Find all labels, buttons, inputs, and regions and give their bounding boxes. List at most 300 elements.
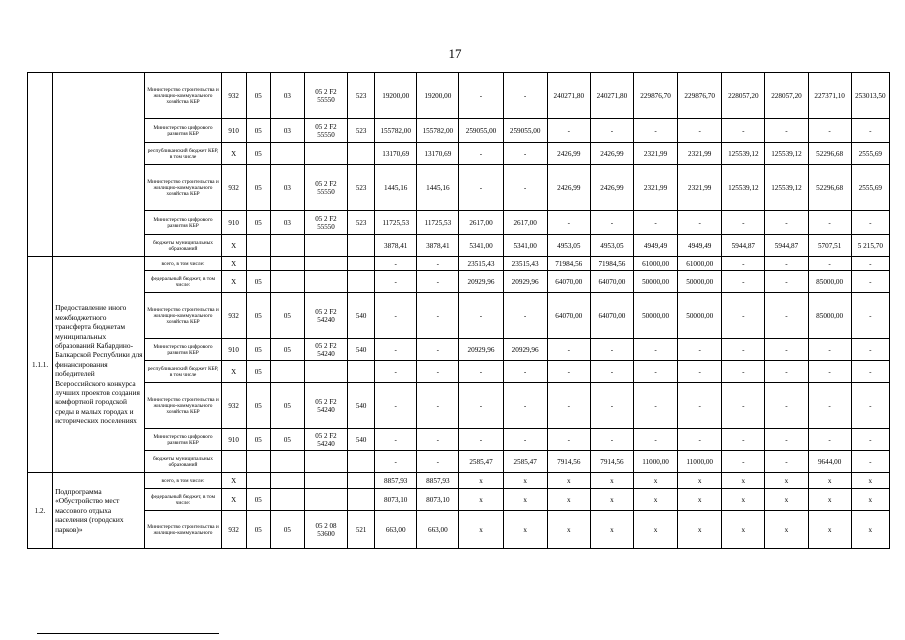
- amount-cell: 52296,68: [808, 165, 851, 211]
- amount-cell: -: [851, 339, 889, 361]
- amount-cell: -: [765, 339, 808, 361]
- amount-cell: 125539,12: [722, 143, 765, 165]
- amount-cell: 7914,56: [590, 451, 633, 473]
- amount-cell: 71984,56: [547, 257, 590, 271]
- table-row: [28, 143, 890, 165]
- amount-cell: x: [633, 511, 677, 549]
- payer-name: Министерство цифрового развития КБР: [145, 211, 221, 235]
- amount-cell: 20929,96: [503, 271, 547, 293]
- expense-type-code: [348, 489, 375, 511]
- amount-cell: 4953,05: [547, 235, 590, 257]
- subsection-code: [270, 361, 304, 383]
- amount-cell: 3878,41: [375, 235, 417, 257]
- amount-cell: -: [547, 211, 590, 235]
- expense-type-code: 540: [348, 429, 375, 451]
- table-row: [28, 361, 890, 383]
- amount-cell: x: [590, 511, 633, 549]
- section-code: [246, 257, 270, 271]
- subsection-code: 03: [270, 211, 304, 235]
- amount-cell: 8857,93: [417, 473, 459, 489]
- amount-cell: 3878,41: [417, 235, 459, 257]
- section-code: 05: [246, 211, 270, 235]
- amount-cell: x: [808, 473, 851, 489]
- payer-name: бюджеты муниципальных образований: [145, 235, 221, 257]
- expense-type-code: 540: [348, 339, 375, 361]
- target-article-code: 05 2 F2 54240: [304, 429, 347, 451]
- amount-cell: -: [375, 257, 417, 271]
- payer-name: федеральный бюджет, в том числе:: [145, 489, 221, 511]
- payer-name: Министерство строительства и жилищно-коммунального хозяйства КБР: [145, 73, 221, 119]
- amount-cell: 2426,99: [590, 143, 633, 165]
- amount-cell: x: [722, 473, 765, 489]
- subsection-code: 05: [270, 383, 304, 429]
- amount-cell: x: [633, 489, 677, 511]
- amount-cell: 11725,53: [375, 211, 417, 235]
- payer-name: республиканский бюджет КБР, в том числе: [145, 143, 221, 165]
- amount-cell: 155782,00: [417, 119, 459, 143]
- section-code: 05: [246, 271, 270, 293]
- amount-cell: -: [722, 451, 765, 473]
- section-code: [246, 473, 270, 489]
- target-article-code: [304, 235, 347, 257]
- grbs-code: 932: [221, 293, 246, 339]
- section-code: 05: [246, 293, 270, 339]
- amount-cell: 5341,00: [459, 235, 503, 257]
- amount-cell: 2426,99: [547, 143, 590, 165]
- amount-cell: -: [503, 361, 547, 383]
- amount-cell: x: [503, 489, 547, 511]
- page-number: 17: [448, 46, 462, 61]
- expense-type-code: 523: [348, 119, 375, 143]
- table-row: [28, 383, 890, 429]
- expense-type-code: [348, 235, 375, 257]
- amount-cell: -: [459, 73, 503, 119]
- amount-cell: 64070,00: [590, 293, 633, 339]
- grbs-code: 932: [221, 165, 246, 211]
- amount-cell: -: [547, 383, 590, 429]
- amount-cell: 52296,68: [808, 143, 851, 165]
- section-code: 05: [246, 489, 270, 511]
- amount-cell: -: [417, 429, 459, 451]
- amount-cell: -: [375, 429, 417, 451]
- amount-cell: -: [375, 339, 417, 361]
- amount-cell: -: [851, 271, 889, 293]
- expense-type-code: 523: [348, 73, 375, 119]
- payer-name: Министерство строительства и жилищно-коммунального хозяйства КБР: [145, 293, 221, 339]
- grbs-code: X: [221, 271, 246, 293]
- amount-cell: 85000,00: [808, 293, 851, 339]
- table-row: [28, 451, 890, 473]
- grbs-code: 910: [221, 339, 246, 361]
- amount-cell: x: [633, 473, 677, 489]
- target-article-code: 05 2 F2 55550: [304, 73, 347, 119]
- amount-cell: -: [765, 293, 808, 339]
- amount-cell: -: [678, 383, 722, 429]
- amount-cell: 2321,99: [678, 165, 722, 211]
- amount-cell: 8073,10: [417, 489, 459, 511]
- amount-cell: 125539,12: [765, 165, 808, 211]
- grbs-code: X: [221, 143, 246, 165]
- expense-type-code: [348, 451, 375, 473]
- amount-cell: 64070,00: [590, 271, 633, 293]
- amount-cell: -: [851, 429, 889, 451]
- grbs-code: 932: [221, 73, 246, 119]
- expense-type-code: 523: [348, 211, 375, 235]
- amount-cell: -: [765, 361, 808, 383]
- amount-cell: -: [765, 119, 808, 143]
- amount-cell: -: [765, 429, 808, 451]
- amount-cell: 2426,99: [547, 165, 590, 211]
- subsection-code: 03: [270, 119, 304, 143]
- amount-cell: -: [851, 361, 889, 383]
- table-row: [28, 293, 890, 339]
- payer-name: Министерство цифрового развития КБР: [145, 119, 221, 143]
- amount-cell: x: [678, 511, 722, 549]
- amount-cell: -: [590, 361, 633, 383]
- table-row: [28, 73, 890, 119]
- amount-cell: -: [808, 361, 851, 383]
- item-number: 1.2.: [28, 473, 53, 549]
- target-article-code: [304, 271, 347, 293]
- amount-cell: x: [459, 489, 503, 511]
- subsection-code: [270, 143, 304, 165]
- amount-cell: 11000,00: [678, 451, 722, 473]
- item-number: [28, 73, 53, 257]
- table-row: [28, 165, 890, 211]
- payer-name: Министерство строительства и жилищно-коммунального: [145, 511, 221, 549]
- amount-cell: -: [722, 339, 765, 361]
- amount-cell: -: [808, 119, 851, 143]
- payer-name: Министерство цифрового развития КБР: [145, 429, 221, 451]
- amount-cell: -: [851, 211, 889, 235]
- amount-cell: x: [851, 473, 889, 489]
- amount-cell: -: [851, 257, 889, 271]
- amount-cell: 1445,16: [375, 165, 417, 211]
- amount-cell: 9644,00: [808, 451, 851, 473]
- amount-cell: -: [417, 383, 459, 429]
- subsection-code: [270, 235, 304, 257]
- section-code: 05: [246, 339, 270, 361]
- amount-cell: x: [765, 473, 808, 489]
- amount-cell: -: [590, 383, 633, 429]
- amount-cell: 4949,49: [633, 235, 677, 257]
- amount-cell: x: [808, 511, 851, 549]
- amount-cell: 2555,69: [851, 165, 889, 211]
- target-article-code: [304, 361, 347, 383]
- amount-cell: 5 215,70: [851, 235, 889, 257]
- amount-cell: x: [459, 473, 503, 489]
- amount-cell: -: [851, 451, 889, 473]
- section-code: 05: [246, 383, 270, 429]
- amount-cell: -: [503, 383, 547, 429]
- amount-cell: -: [765, 383, 808, 429]
- table-row: [28, 429, 890, 451]
- amount-cell: 229876,70: [633, 73, 677, 119]
- grbs-code: 910: [221, 211, 246, 235]
- payer-name: Министерство цифрового развития КБР: [145, 339, 221, 361]
- amount-cell: -: [633, 429, 677, 451]
- amount-cell: -: [590, 339, 633, 361]
- amount-cell: 2321,99: [678, 143, 722, 165]
- amount-cell: -: [722, 211, 765, 235]
- amount-cell: -: [633, 211, 677, 235]
- amount-cell: 125539,12: [765, 143, 808, 165]
- subsection-code: 03: [270, 165, 304, 211]
- amount-cell: 5341,00: [503, 235, 547, 257]
- item-title: Предоставление иного межбюджетного трансферта бюджетам муниципальных образований Кабардино-Балкарской Республики для финансирования победителей Всероссийского конкурса лучших проектов создания комфортной городской среды в малых городах и исторических поселениях: [53, 257, 145, 473]
- amount-cell: 259055,00: [503, 119, 547, 143]
- amount-cell: x: [503, 473, 547, 489]
- amount-cell: 50000,00: [678, 293, 722, 339]
- expense-type-code: 540: [348, 293, 375, 339]
- amount-cell: -: [417, 361, 459, 383]
- subsection-code: 05: [270, 429, 304, 451]
- amount-cell: 155782,00: [375, 119, 417, 143]
- table-row: [28, 511, 890, 549]
- amount-cell: 5944,87: [722, 235, 765, 257]
- amount-cell: -: [808, 429, 851, 451]
- amount-cell: 2426,99: [590, 165, 633, 211]
- payer-name: Министерство строительства и жилищно-коммунального хозяйства КБР: [145, 165, 221, 211]
- amount-cell: x: [678, 489, 722, 511]
- amount-cell: 2321,99: [633, 165, 677, 211]
- amount-cell: -: [722, 271, 765, 293]
- expense-type-code: [348, 361, 375, 383]
- amount-cell: 4953,05: [590, 235, 633, 257]
- amount-cell: -: [503, 143, 547, 165]
- amount-cell: -: [808, 383, 851, 429]
- amount-cell: -: [851, 293, 889, 339]
- amount-cell: -: [808, 257, 851, 271]
- amount-cell: -: [765, 451, 808, 473]
- section-code: 05: [246, 165, 270, 211]
- footnote-separator: [37, 633, 219, 634]
- payer-name: республиканский бюджет КБР, в том числе: [145, 361, 221, 383]
- subsection-code: [270, 271, 304, 293]
- amount-cell: -: [633, 383, 677, 429]
- grbs-code: X: [221, 361, 246, 383]
- amount-cell: 50000,00: [678, 271, 722, 293]
- section-code: 05: [246, 361, 270, 383]
- amount-cell: 19200,00: [417, 73, 459, 119]
- amount-cell: -: [678, 119, 722, 143]
- amount-cell: 253013,50: [851, 73, 889, 119]
- amount-cell: 64070,00: [547, 271, 590, 293]
- amount-cell: -: [417, 257, 459, 271]
- amount-cell: 7914,56: [547, 451, 590, 473]
- amount-cell: x: [590, 473, 633, 489]
- amount-cell: x: [722, 511, 765, 549]
- grbs-code: 932: [221, 383, 246, 429]
- amount-cell: 13170,69: [375, 143, 417, 165]
- subsection-code: [270, 489, 304, 511]
- grbs-code: X: [221, 489, 246, 511]
- amount-cell: x: [459, 511, 503, 549]
- subsection-code: 05: [270, 511, 304, 549]
- amount-cell: 2617,00: [503, 211, 547, 235]
- amount-cell: 61000,00: [633, 257, 677, 271]
- amount-cell: 663,00: [417, 511, 459, 549]
- amount-cell: 240271,80: [590, 73, 633, 119]
- target-article-code: 05 2 F2 55550: [304, 165, 347, 211]
- amount-cell: -: [808, 211, 851, 235]
- amount-cell: -: [722, 257, 765, 271]
- amount-cell: -: [459, 383, 503, 429]
- amount-cell: 2321,99: [633, 143, 677, 165]
- amount-cell: -: [678, 339, 722, 361]
- amount-cell: 8857,93: [375, 473, 417, 489]
- amount-cell: -: [547, 429, 590, 451]
- section-code: 05: [246, 429, 270, 451]
- item-title: Подпрограмма «Обустройство мест массового отдыха населения (городских парков)»: [53, 473, 145, 549]
- expense-type-code: [348, 473, 375, 489]
- amount-cell: x: [590, 489, 633, 511]
- amount-cell: -: [459, 429, 503, 451]
- amount-cell: 2585,47: [459, 451, 503, 473]
- table-row: [28, 211, 890, 235]
- table-row: [28, 271, 890, 293]
- item-title: [53, 73, 145, 257]
- amount-cell: 2585,47: [503, 451, 547, 473]
- target-article-code: [304, 143, 347, 165]
- expense-type-code: 540: [348, 383, 375, 429]
- amount-cell: -: [765, 211, 808, 235]
- amount-cell: -: [633, 361, 677, 383]
- grbs-code: 910: [221, 429, 246, 451]
- amount-cell: -: [851, 119, 889, 143]
- subsection-code: [270, 473, 304, 489]
- amount-cell: 2555,69: [851, 143, 889, 165]
- section-code: [246, 451, 270, 473]
- target-article-code: 05 2 F2 55550: [304, 211, 347, 235]
- amount-cell: -: [503, 73, 547, 119]
- amount-cell: x: [808, 489, 851, 511]
- payer-name: всего, в том числе:: [145, 473, 221, 489]
- amount-cell: -: [765, 271, 808, 293]
- expense-type-code: [348, 271, 375, 293]
- grbs-code: X: [221, 473, 246, 489]
- subsection-code: 05: [270, 293, 304, 339]
- amount-cell: 85000,00: [808, 271, 851, 293]
- payer-name: Министерство строительства и жилищно-коммунального хозяйства КБР: [145, 383, 221, 429]
- amount-cell: -: [722, 361, 765, 383]
- amount-cell: 23515,43: [459, 257, 503, 271]
- expense-type-code: 521: [348, 511, 375, 549]
- amount-cell: -: [459, 143, 503, 165]
- grbs-code: X: [221, 257, 246, 271]
- amount-cell: -: [547, 119, 590, 143]
- amount-cell: x: [851, 489, 889, 511]
- amount-cell: -: [722, 119, 765, 143]
- amount-cell: 228057,20: [722, 73, 765, 119]
- amount-cell: 5707,51: [808, 235, 851, 257]
- amount-cell: 50000,00: [633, 293, 677, 339]
- amount-cell: -: [722, 429, 765, 451]
- amount-cell: -: [417, 271, 459, 293]
- amount-cell: 125539,12: [722, 165, 765, 211]
- amount-cell: 20929,96: [459, 339, 503, 361]
- subsection-code: 05: [270, 339, 304, 361]
- amount-cell: 4949,49: [678, 235, 722, 257]
- amount-cell: 1445,16: [417, 165, 459, 211]
- amount-cell: -: [459, 293, 503, 339]
- amount-cell: -: [633, 119, 677, 143]
- table-row: [28, 257, 890, 271]
- grbs-code: [221, 451, 246, 473]
- amount-cell: 2617,00: [459, 211, 503, 235]
- amount-cell: x: [851, 511, 889, 549]
- expense-type-code: 523: [348, 165, 375, 211]
- amount-cell: x: [765, 511, 808, 549]
- grbs-code: 910: [221, 119, 246, 143]
- amount-cell: -: [459, 165, 503, 211]
- subsection-code: [270, 257, 304, 271]
- amount-cell: x: [503, 511, 547, 549]
- target-article-code: 05 2 F2 54240: [304, 383, 347, 429]
- amount-cell: -: [417, 451, 459, 473]
- amount-cell: -: [417, 293, 459, 339]
- amount-cell: 20929,96: [503, 339, 547, 361]
- amount-cell: -: [503, 165, 547, 211]
- expense-type-code: [348, 257, 375, 271]
- amount-cell: -: [678, 211, 722, 235]
- payer-name: федеральный бюджет, в том числе:: [145, 271, 221, 293]
- amount-cell: -: [678, 429, 722, 451]
- target-article-code: [304, 451, 347, 473]
- amount-cell: -: [375, 451, 417, 473]
- target-article-code: 05 2 F2 54240: [304, 339, 347, 361]
- amount-cell: -: [808, 339, 851, 361]
- target-article-code: [304, 489, 347, 511]
- amount-cell: -: [590, 429, 633, 451]
- amount-cell: 11000,00: [633, 451, 677, 473]
- amount-cell: -: [590, 119, 633, 143]
- amount-cell: 19200,00: [375, 73, 417, 119]
- amount-cell: -: [459, 361, 503, 383]
- amount-cell: x: [547, 489, 590, 511]
- item-number: 1.1.1.: [28, 257, 53, 473]
- grbs-code: 932: [221, 511, 246, 549]
- amount-cell: x: [547, 511, 590, 549]
- amount-cell: -: [375, 293, 417, 339]
- target-article-code: 05 2 08 53600: [304, 511, 347, 549]
- target-article-code: [304, 257, 347, 271]
- amount-cell: -: [722, 383, 765, 429]
- amount-cell: 228057,20: [765, 73, 808, 119]
- amount-cell: -: [547, 339, 590, 361]
- amount-cell: -: [765, 257, 808, 271]
- amount-cell: x: [765, 489, 808, 511]
- target-article-code: 05 2 F2 55550: [304, 119, 347, 143]
- section-code: 05: [246, 119, 270, 143]
- section-code: [246, 235, 270, 257]
- table-row: [28, 473, 890, 489]
- amount-cell: -: [375, 271, 417, 293]
- section-code: 05: [246, 143, 270, 165]
- amount-cell: 240271,80: [547, 73, 590, 119]
- subsection-code: 03: [270, 73, 304, 119]
- amount-cell: -: [503, 429, 547, 451]
- target-article-code: 05 2 F2 54240: [304, 293, 347, 339]
- amount-cell: -: [722, 293, 765, 339]
- amount-cell: x: [547, 473, 590, 489]
- amount-cell: -: [590, 211, 633, 235]
- amount-cell: -: [851, 383, 889, 429]
- target-article-code: [304, 473, 347, 489]
- amount-cell: 229876,70: [678, 73, 722, 119]
- table-row: [28, 489, 890, 511]
- amount-cell: 259055,00: [459, 119, 503, 143]
